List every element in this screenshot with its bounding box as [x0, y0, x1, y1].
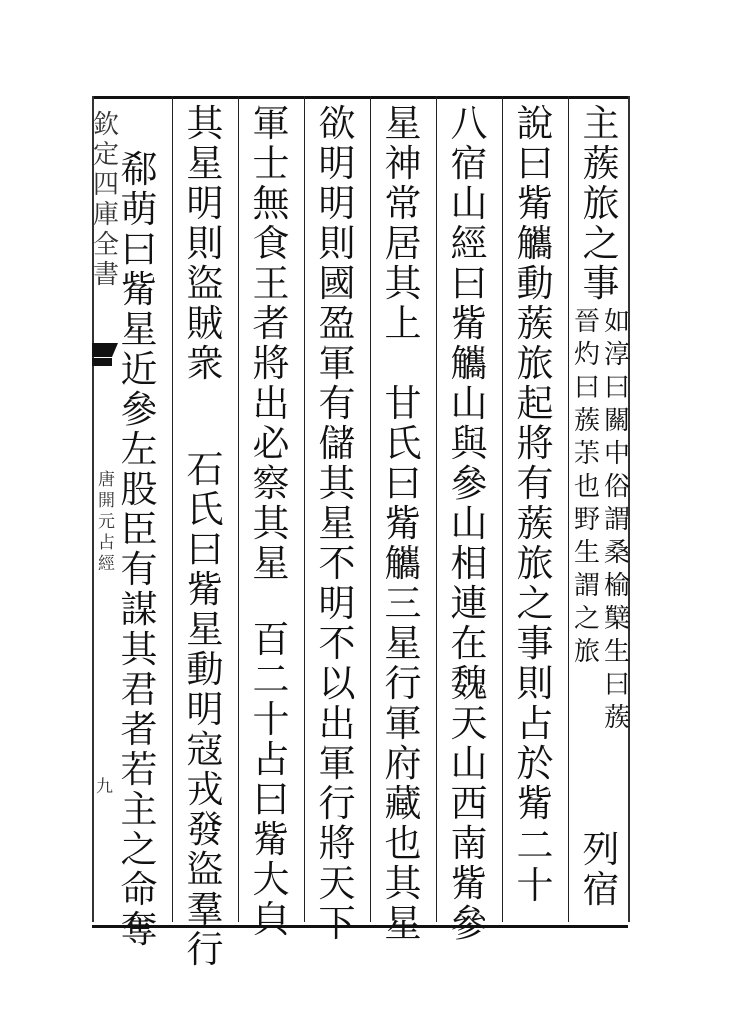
text-column-2: 說 曰 觜 觿 動 蔟 旅 起 將 有 蔟 旅 之 事 則 占 於 觜 [516, 102, 554, 825]
text-column-6: 軍 士 無 食 王 者 將 出 必 察 其 星 [252, 102, 290, 585]
column-tail: 甘 氏 曰 觜 觿 三 星 行 軍 府 藏 也 其 星 [384, 382, 422, 945]
text-column-5: 欲 明 明 則 國 盈 軍 有 儲 其 星 不 明 不 以 出 軍 行 將 天 下 [318, 102, 356, 945]
margin-chapter-title: 唐 開 元 占 經 [98, 470, 115, 574]
column-rule [502, 96, 503, 922]
gloss-right-line: 如 淳 曰 關 中 俗 謂 桑 榆 櫱 生 曰 蔟 [604, 307, 631, 733]
text-column-1 [578, 104, 624, 304]
margin-book-title: 欽 定 四 庫 全 書 [93, 110, 120, 290]
column-tail: 列 宿 [582, 828, 620, 911]
column-rule [172, 96, 173, 922]
fish-tail-mark [92, 343, 118, 357]
column-tail: 百 二 十 占 曰 觜 大 㒵 [252, 618, 290, 941]
column-rule [568, 96, 569, 922]
column-rule [370, 96, 371, 922]
text-column-7: 其 星 明 則 盜 賊 衆 [186, 102, 224, 385]
column-tail: 石 氏 曰 觜 星 動 明 寇 戎 發 盜 羣 行 [186, 448, 224, 971]
text-column-8: 郗 萌 曰 觜 星 近 參 左 股 臣 有 謀 其 君 者 若 主 之 命 奪 [120, 148, 158, 951]
column-rule [304, 96, 305, 922]
gloss-block [573, 306, 631, 735]
text-column-4: 星 神 常 居 其 上 [384, 102, 422, 345]
column-head: 主 蔟 旅 之 事 [582, 102, 620, 305]
column-rule [238, 96, 239, 922]
gloss-left-line: 晉 灼 曰 蔟 茮 也 野 生 謂 之 旅 [573, 307, 600, 667]
column-tail: 二 十 [516, 824, 554, 907]
column-rule [436, 96, 437, 922]
margin-page-number: 九 [96, 777, 113, 797]
text-column-3: 八 宿 山 經 曰 觜 觿 山 與 參 山 相 連 在 魏 天 山 西 南 觜 參 [450, 102, 488, 945]
fish-tail-mark-lower [92, 358, 112, 366]
